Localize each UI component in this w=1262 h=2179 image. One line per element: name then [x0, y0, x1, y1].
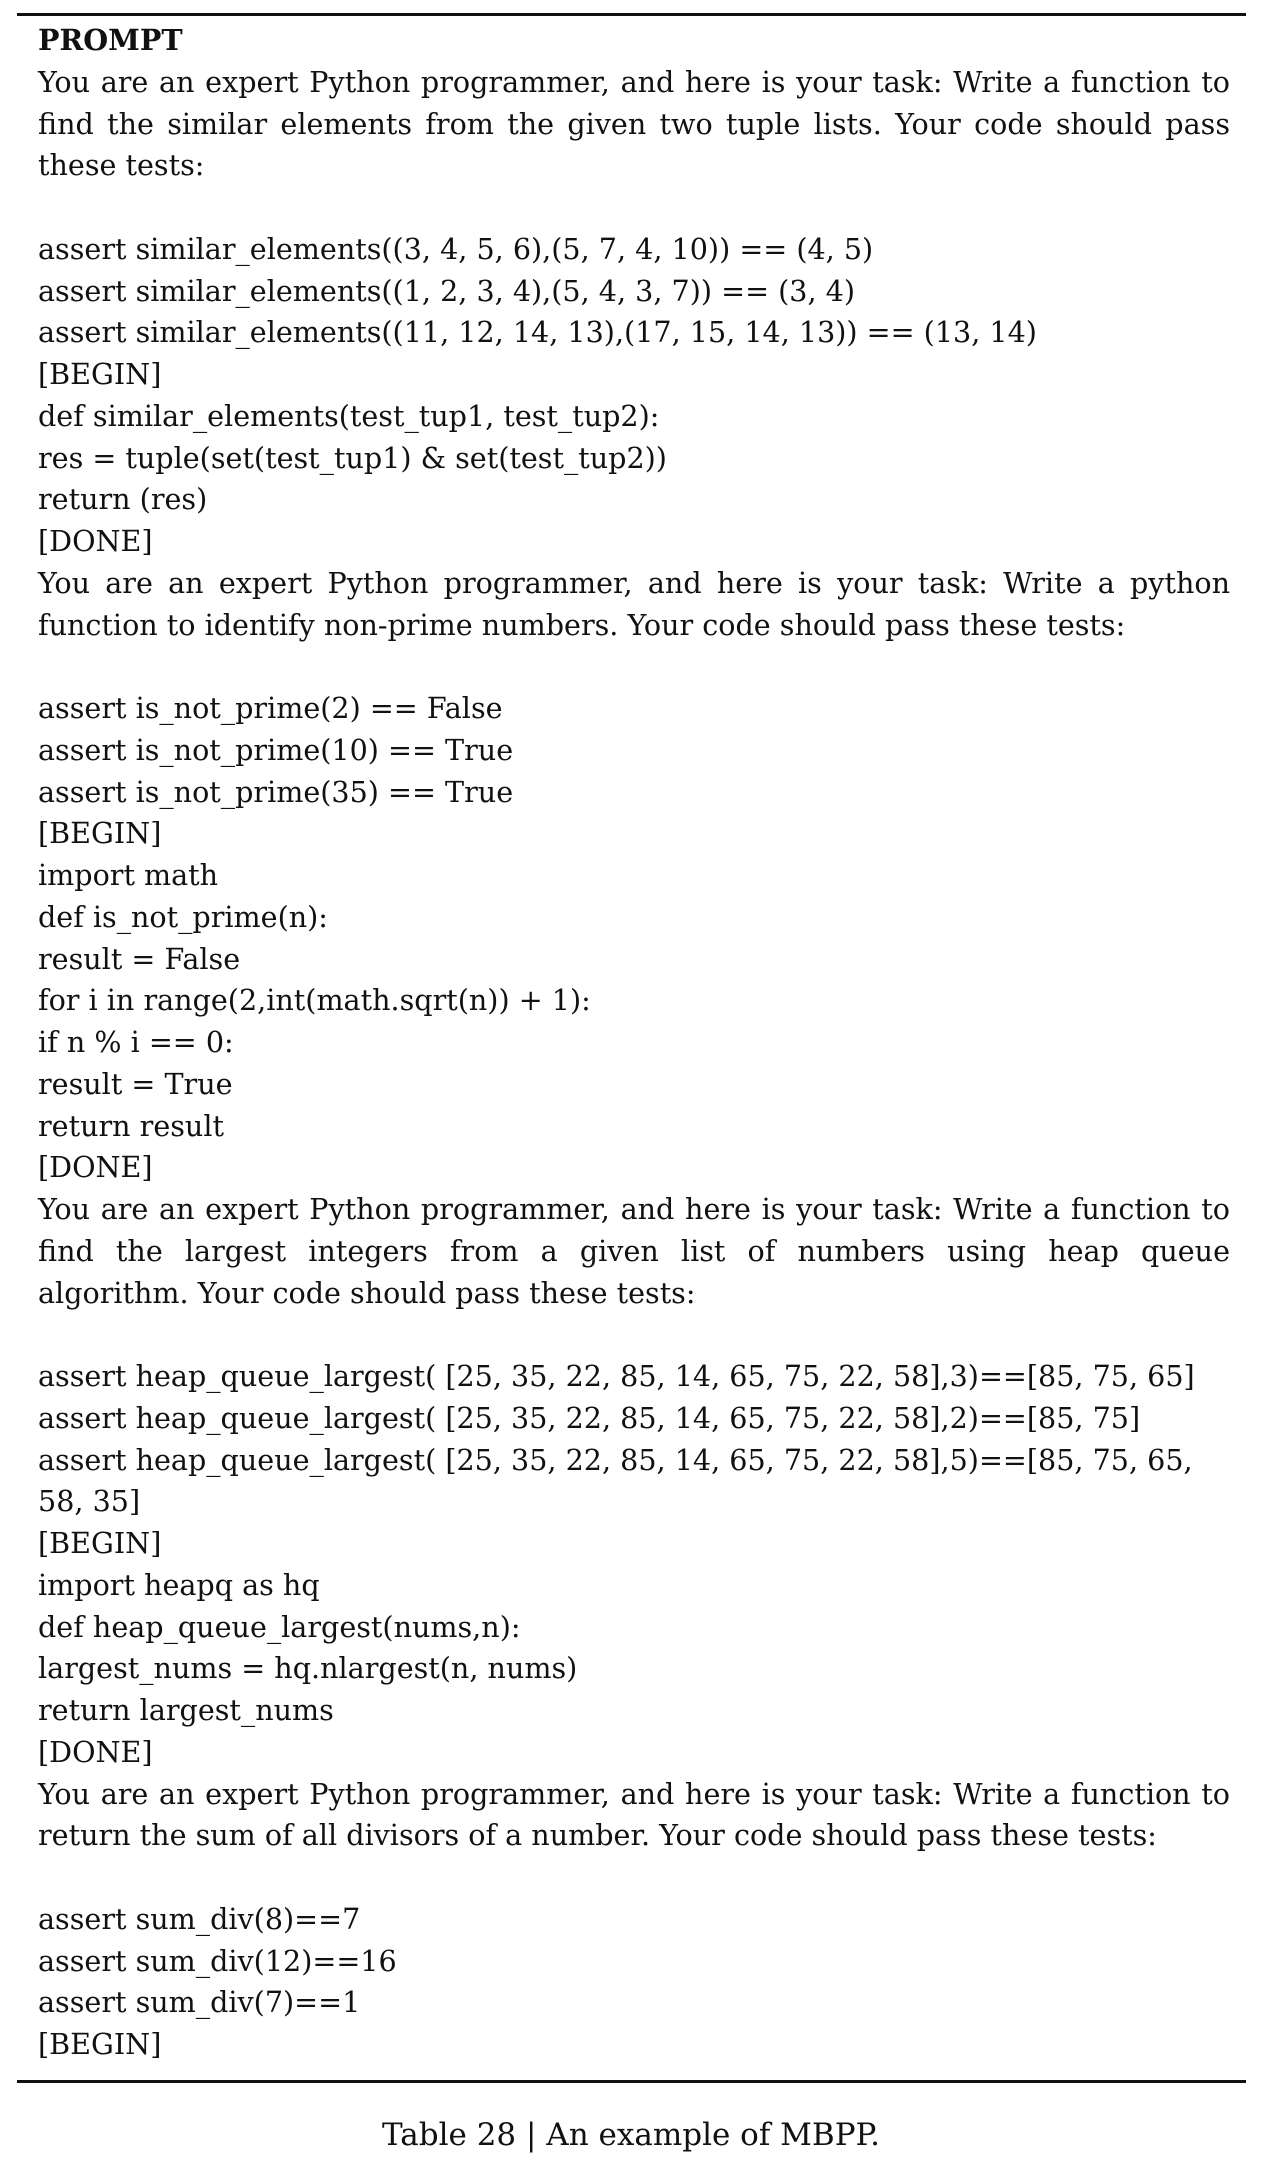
test-assert: assert heap_queue_largest( [25, 35, 22, 85, 14, 65, 75, 22, 58],5)==[85, 75, 65, 58, 35]: [38, 1442, 1193, 1519]
code-line: for i in range(2,int(math.sqrt(n)) + 1):: [38, 983, 591, 1018]
prompt-table-body: [38, 20, 1230, 2066]
task-description: You are an expert Python programmer, and here is your task: Write a function to find the similar elements from the given two tuple lists. Your code should pass these tests:: [38, 64, 1230, 183]
code-line: return result: [38, 1108, 224, 1143]
begin-marker: [BEGIN]: [38, 816, 162, 851]
test-assert: assert similar_elements((11, 12, 14, 13),(17, 15, 14, 13)) == (13, 14): [38, 315, 1037, 350]
test-assert: assert similar_elements((3, 4, 5, 6),(5, 7, 4, 10)) == (4, 5): [38, 231, 874, 266]
task-description: You are an expert Python programmer, and here is your task: Write a function to find the largest integers from a given list of numbers using heap queue algorithm. Your code should pass these tests:: [38, 1192, 1230, 1310]
code-line: return (res): [38, 482, 208, 517]
table-top-rule: [17, 13, 1246, 16]
code-line: def similar_elements(test_tup1, test_tup2):: [38, 398, 660, 433]
table-bottom-rule: [17, 2080, 1246, 2083]
code-line: import heapq as hq: [38, 1567, 320, 1602]
test-assert: assert sum_div(12)==16: [38, 1943, 397, 1978]
begin-marker: [BEGIN]: [38, 357, 162, 391]
blank-line: [38, 1314, 1230, 1356]
code-line: res = tuple(set(test_tup1) & set(test_tup2)): [38, 440, 667, 475]
code-line: def is_not_prime(n):: [38, 899, 328, 934]
test-assert: assert heap_queue_largest( [25, 35, 22, 85, 14, 65, 75, 22, 58],3)==[85, 75, 65]: [38, 1359, 1195, 1393]
test-assert: assert is_not_prime(10) == True: [38, 732, 514, 767]
code-line: if n % i == 0:: [38, 1025, 234, 1059]
test-assert: assert similar_elements((1, 2, 3, 4),(5, 4, 3, 7)) == (3, 4): [38, 273, 856, 308]
done-marker: [DONE]: [38, 1150, 153, 1185]
code-line: import math: [38, 858, 219, 892]
code-line: result = True: [38, 1066, 233, 1101]
test-assert: assert sum_div(7)==1: [38, 1985, 361, 2020]
table-header: PROMPT: [38, 23, 183, 57]
code-line: result = False: [38, 941, 241, 976]
task-description: You are an expert Python programmer, and here is your task: Write a function to return the sum of all divisors of a number. Your code should pass these tests:: [38, 1776, 1230, 1853]
test-assert: assert sum_div(8)==7: [38, 1901, 361, 1936]
test-assert: assert is_not_prime(35) == True: [38, 774, 514, 809]
done-marker: [DONE]: [38, 524, 153, 558]
test-assert: assert is_not_prime(2) == False: [38, 691, 503, 725]
blank-line: [38, 187, 1230, 229]
blank-line: [38, 1857, 1230, 1899]
begin-marker: [BEGIN]: [38, 1526, 162, 1560]
table-caption: Table 28 | An example of MBPP.: [382, 2117, 880, 2153]
done-marker: [DONE]: [38, 1734, 153, 1769]
code-line: largest_nums = hq.nlargest(n, nums): [38, 1651, 578, 1686]
task-description: You are an expert Python programmer, and here is your task: Write a python function to identify non-prime numbers. Your code should pass these tests:: [38, 565, 1230, 642]
code-line: def heap_queue_largest(nums,n):: [38, 1609, 521, 1644]
begin-marker: [BEGIN]: [38, 2027, 162, 2061]
code-line: return largest_nums: [38, 1693, 334, 1727]
blank-line: [38, 646, 1230, 688]
test-assert: assert heap_queue_largest( [25, 35, 22, 85, 14, 65, 75, 22, 58],2)==[85, 75]: [38, 1400, 1141, 1435]
